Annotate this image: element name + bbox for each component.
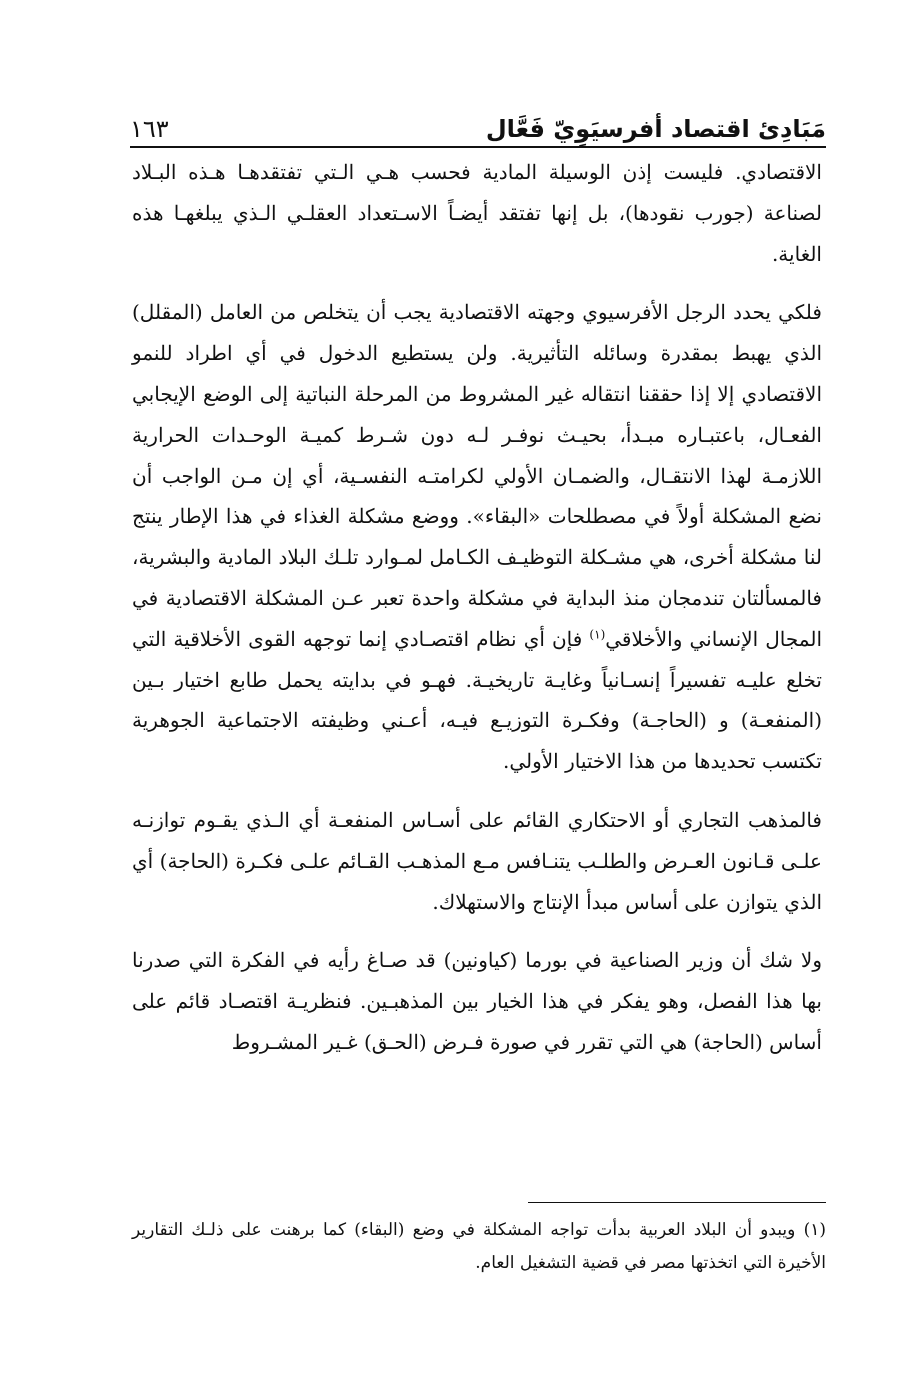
footnote-reference: (١): [589, 627, 606, 642]
body-text: [132, 152, 822, 1063]
header-rule: [130, 146, 826, 148]
footnote-rule: [528, 1202, 826, 1203]
page-header: [130, 100, 826, 144]
paragraph-4: ولا شك أن وزير الصناعية في بورما (كياونين) قد صـاغ رأيه في الفكرة التي صدرنا بها هذا الفصل، وهو يفكر في هذا الخيار بين المذهبـين. فنظريـة اقتصـاد قائم على أساس (الحاجة) هي التي تقرر في صورة فـرض (الحـق) غـير المشـروط: [132, 948, 822, 1054]
paragraph-1: الاقتصادي. فليست إذن الوسيلة المادية فحسب هـي الـتي تفتقدهـا هـذه البـلاد لصناعة (جورب نقودها)، بل إنها تفتقد أيضـاً الاسـتعداد العقلـي الـذي يبلغهـا هذه الغاية.: [132, 160, 822, 266]
paragraph-2-continued: فإن أي نظام اقتصـادي إنما توجهه القوى الأخلاقية التي تخلع عليـه تفسيراً إنسـانياً وغايـة تاريخيـة. فهـو في بدايته يحمل طابع اختيار بـين (المنفعـة) و (الحاجـة) وفكـرة التوزيـع فيـه، أعـني وظيفته الاجتماعية الجوهرية تكتسب تحديدها من هذا الاختيار الأولي.: [132, 626, 822, 774]
running-title: مَبَادِئ اقتصاد أفرسيَوِيّ فَعَّال: [485, 115, 826, 143]
page-number: ١٦٣: [130, 115, 169, 143]
footnote: [132, 1214, 826, 1280]
paragraph-3: فالمذهب التجاري أو الاحتكاري القائم على أسـاس المنفعـة أي الـذي يقـوم توازنـه علـى قـانون العـرض والطلـب يتنـافس مـع المذهـب القـائم علـى فكـرة (الحاجة) أي الذي يتوازن على أساس مبدأ الإنتاج والاستهلاك.: [132, 807, 822, 914]
footnote-text: (١) ويبدو أن البلاد العربية بدأت تواجه المشكلة في وضع (البقاء) كما برهنت على ذلـك التقارير الأخيرة التي اتخذتها مصر في قضية التشغيل العام.: [132, 1220, 826, 1273]
paragraph-2-text: فلكي يحدد الرجل الأفرسيوي وجهته الاقتصادية يجب أن يتخلص من العامل (المقلل) الذي يهبط بمقدرة وسائله التأثيرية. ولن يستطيع الدخول في أي اطراد للنمو الاقتصادي إلا إذا حققنا انتقاله غير المشروط من المرحلة النباتية إلى الوضع الإيجابي الفعـال، باعتبـاره مبـدأ، بحيـث نوفـر لـه دون شـرط كميـة الوحـدات الحرارية اللازمـة لهذا الانتقـال، والضمـان الأولي لكرامتـه النفسـية، أي إن مـن الواجب أن نضع المشكلة أولاً في مصطلحات «البقاء». ووضع مشكلة الغذاء في هذا الإطار ينتج لنا مشكلة أخرى، هي مشـكلة التوظيـف الكـامل لمـوارد تلـك البلاد المادية والبشرية، فالمسألتان تندمجان منذ البداية في مشكلة واحدة تعبر عـن المشكلة الاقتصادية في المجال الإنساني والأخلاقي: [132, 300, 823, 651]
paragraph-2: [132, 292, 822, 782]
